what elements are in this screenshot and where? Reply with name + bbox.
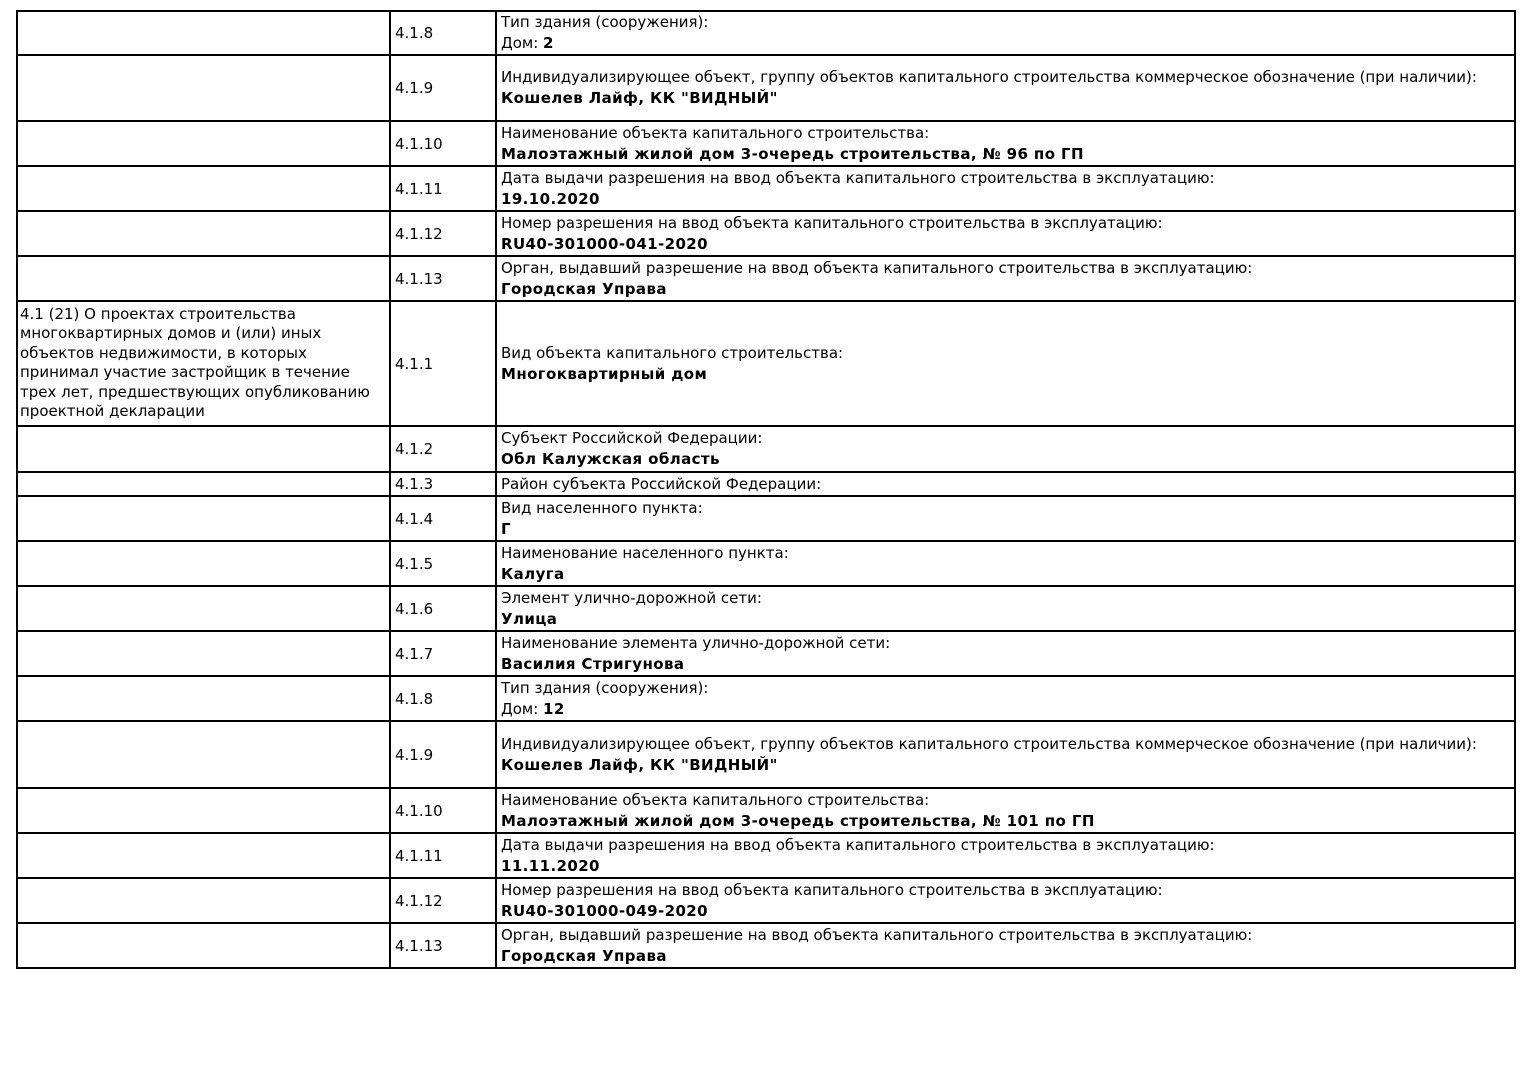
row-details-cell [496,55,1515,121]
row-details-cell [496,256,1515,301]
table-row [17,166,1515,211]
field-value [501,755,1511,776]
row-details-cell [496,472,1515,496]
table-row [17,676,1515,721]
field-label: Район субъекта Российской Федерации: [501,474,822,493]
section-cell [17,166,390,211]
field-label: Элемент улично-дорожной сети: [501,588,762,607]
section-cell [17,721,390,788]
field-value-text: RU40-301000-041-2020 [501,234,708,253]
row-details-cell [496,211,1515,256]
field-value [501,609,1511,630]
row-code-cell [390,496,496,541]
table-row [17,11,1515,55]
section-cell [17,55,390,121]
table-row [17,55,1515,121]
field-label: Наименование элемента улично-дорожной сети: [501,633,891,652]
field-value-text: RU40-301000-049-2020 [501,901,708,920]
section-cell [17,472,390,496]
table-row [17,426,1515,472]
row-details-cell [496,121,1515,166]
field-label: Наименование населенного пункта: [501,543,789,562]
row-code: 4.1.1 [395,354,434,373]
row-code-cell [390,472,496,496]
field-value-text: 19.10.2020 [501,189,600,208]
table-row [17,721,1515,788]
section-cell [17,301,390,426]
row-code-cell [390,833,496,878]
field-value-text: 11.11.2020 [501,856,600,875]
field-value-text: Многоквартирный дом [501,364,708,383]
row-code: 4.1.6 [395,599,434,618]
field-value-text: Малоэтажный жилой дом 3-очередь строительства, № 101 по ГП [501,811,1095,830]
row-code: 4.1.2 [395,440,434,458]
table-row [17,923,1515,968]
table-row [17,121,1515,166]
row-code: 4.1.5 [395,554,434,573]
row-details-cell [496,301,1515,426]
row-code: 4.1.11 [395,179,443,198]
row-code: 4.1.9 [395,79,434,97]
field-value [501,189,1511,210]
row-code: 4.1.13 [395,936,443,955]
field-value-text: Кошелев Лайф, КК "ВИДНЫЙ" [501,89,778,107]
row-code-cell [390,788,496,833]
field-value [501,364,1511,385]
field-value-text: Улица [501,609,558,628]
field-value-text: Калуга [501,564,565,583]
row-details-cell [496,631,1515,676]
field-value-text: 2 [543,34,554,52]
field-value-text: Обл Калужская область [501,450,720,468]
field-label: Номер разрешения на ввод объекта капитального строительства в эксплуатацию: [501,213,1163,232]
row-details-cell [496,541,1515,586]
field-value [501,654,1511,675]
section-cell [17,541,390,586]
table-row [17,878,1515,923]
row-code-cell [390,301,496,426]
field-value-prefix: Дом: [501,34,544,52]
row-details-cell [496,586,1515,631]
row-details-cell [496,788,1515,833]
section-cell [17,631,390,676]
row-code: 4.1.8 [395,24,434,42]
row-code: 4.1.8 [395,689,434,708]
field-label: Наименование объекта капитального строительства: [501,790,930,809]
declaration-table [16,10,1516,969]
table-row [17,301,1515,426]
row-code: 4.1.10 [395,801,443,820]
section-cell [17,923,390,968]
field-value-prefix: Дом: [501,699,544,718]
row-code: 4.1.13 [395,269,443,288]
table-row [17,833,1515,878]
field-value [501,88,1511,109]
table-row [17,631,1515,676]
row-code: 4.1.4 [395,509,434,528]
field-value-text: Городская Управа [501,279,667,298]
field-value [501,699,1511,720]
field-value-text: Городская Управа [501,946,667,965]
row-code-cell [390,721,496,788]
row-details-cell [496,878,1515,923]
table-row [17,211,1515,256]
field-label: Дата выдачи разрешения на ввод объекта капитального строительства в эксплуатацию: [501,835,1215,854]
field-label: Субъект Российской Федерации: [501,429,763,447]
declaration-table-body [17,11,1515,968]
section-cell [17,426,390,472]
field-label: Орган, выдавший разрешение на ввод объекта капитального строительства в эксплуатацию: [501,258,1253,277]
row-code-cell [390,55,496,121]
field-value [501,519,1511,540]
row-code-cell [390,878,496,923]
row-code: 4.1.9 [395,745,434,764]
row-code-cell [390,923,496,968]
field-value [501,279,1511,300]
field-value-text: Кошелев Лайф, КК "ВИДНЫЙ" [501,755,778,774]
field-label: Индивидуализирующее объект, группу объектов капитального строительства коммерческое обозначение (при наличии): [501,68,1477,86]
row-code: 4.1.12 [395,224,443,243]
table-row [17,788,1515,833]
field-value-text: 12 [543,699,565,718]
section-cell [17,211,390,256]
section-label: 4.1 (21) О проектах строительства многоквартирных домов и (или) иных объектов недвижимости, в которых принимал участие застройщик в течение трех лет, предшествующих опубликованию проектной декларации [20,305,370,421]
row-details-cell [496,721,1515,788]
row-details-cell [496,11,1515,55]
row-code: 4.1.11 [395,846,443,865]
row-code: 4.1.10 [395,134,443,153]
field-value [501,811,1511,832]
section-cell [17,496,390,541]
section-cell [17,121,390,166]
section-cell [17,256,390,301]
section-cell [17,788,390,833]
row-code-cell [390,211,496,256]
field-value [501,946,1511,967]
row-code: 4.1.3 [395,475,434,493]
section-cell [17,586,390,631]
field-label: Тип здания (сооружения): [501,678,709,697]
field-value [501,564,1511,585]
field-value [501,449,1511,470]
field-label: Наименование объекта капитального строительства: [501,123,930,142]
row-code-cell [390,166,496,211]
row-details-cell [496,923,1515,968]
row-details-cell [496,676,1515,721]
section-cell [17,676,390,721]
field-value [501,901,1511,922]
row-code-cell [390,676,496,721]
field-value-text: Василия Стригунова [501,654,685,673]
table-row [17,496,1515,541]
row-code-cell [390,586,496,631]
row-details-cell [496,833,1515,878]
field-label: Тип здания (сооружения): [501,13,709,31]
field-label: Орган, выдавший разрешение на ввод объекта капитального строительства в эксплуатацию: [501,925,1253,944]
field-label: Вид населенного пункта: [501,498,703,517]
row-code-cell [390,11,496,55]
field-value-text: Г [501,519,511,538]
table-row [17,472,1515,496]
row-details-cell [496,166,1515,211]
row-code: 4.1.7 [395,644,434,663]
field-value [501,144,1511,165]
table-row [17,541,1515,586]
row-code: 4.1.12 [395,891,443,910]
field-value-text: Малоэтажный жилой дом 3-очередь строительства, № 96 по ГП [501,144,1084,163]
table-row [17,586,1515,631]
row-code-cell [390,121,496,166]
field-label: Номер разрешения на ввод объекта капитального строительства в эксплуатацию: [501,880,1163,899]
section-cell [17,11,390,55]
field-value [501,234,1511,255]
field-label: Вид объекта капитального строительства: [501,343,844,362]
field-label: Дата выдачи разрешения на ввод объекта капитального строительства в эксплуатацию: [501,168,1215,187]
row-code-cell [390,541,496,586]
row-details-cell [496,496,1515,541]
section-cell [17,833,390,878]
field-value [501,33,1511,54]
table-row [17,256,1515,301]
row-code-cell [390,256,496,301]
row-code-cell [390,426,496,472]
section-cell [17,878,390,923]
row-details-cell [496,426,1515,472]
row-code-cell [390,631,496,676]
field-value [501,856,1511,877]
field-label: Индивидуализирующее объект, группу объектов капитального строительства коммерческое обозначение (при наличии): [501,734,1477,753]
